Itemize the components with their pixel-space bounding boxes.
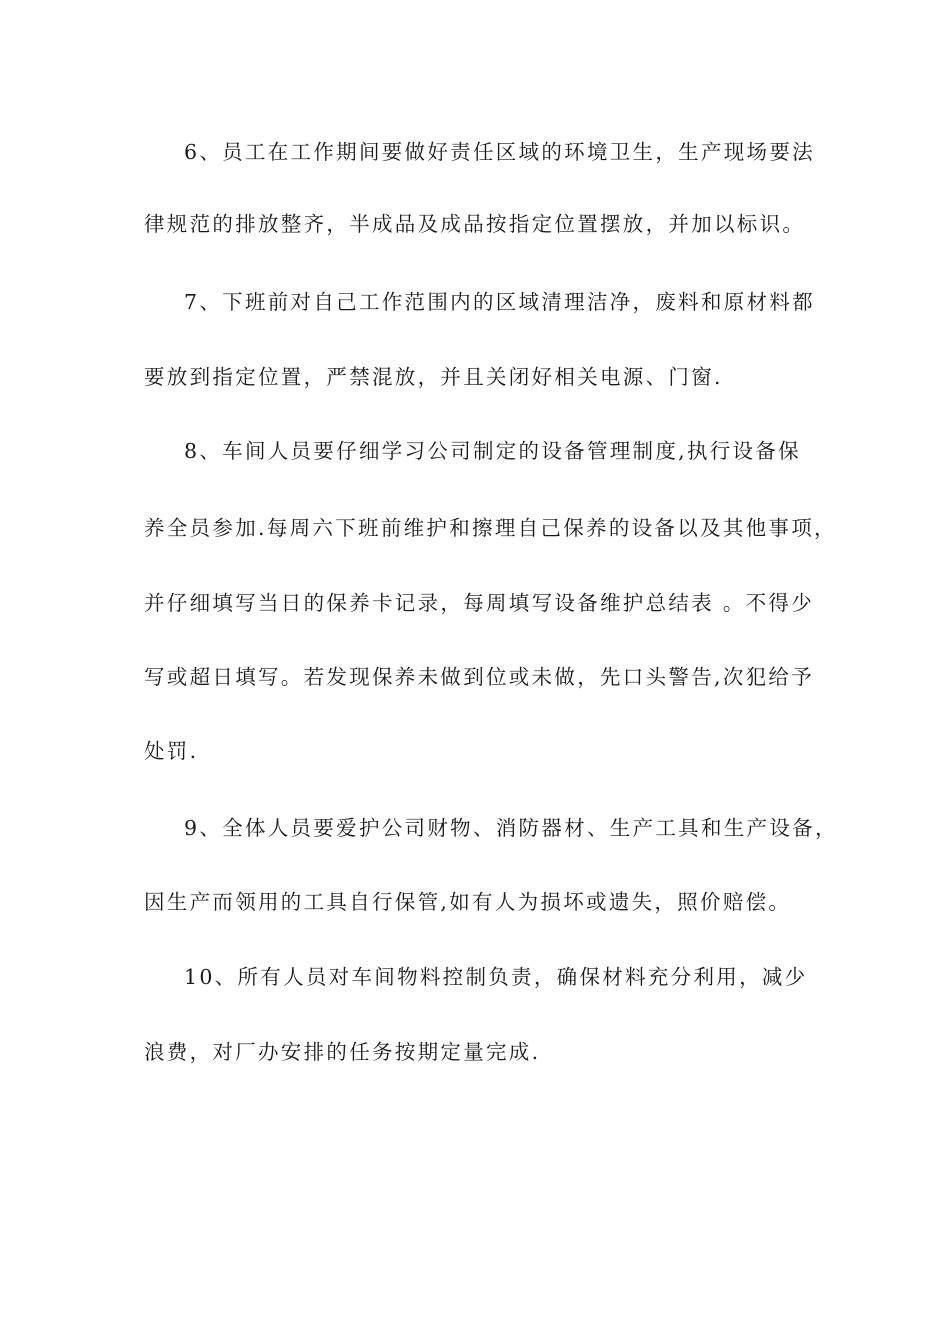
item-7-line-2: 要放到指定位置，严禁混放，并且关闭好相关电源、门窗. [144, 365, 723, 389]
item-6-line-1: 6、员工在工作期间要做好责任区域的环境卫生，生产现场要法 [184, 140, 815, 164]
item-6-line-2: 律规范的排放整齐，半成品及成品按指定位置摆放，并加以标识。 [144, 212, 806, 236]
item-8-line-3: 并仔细填写当日的保养卡记录，每周填写设备维护总结表 。不得少 [144, 591, 815, 615]
item-8-line-2: 养全员参加.每周六下班前维护和擦理自己保养的设备以及其他事项， [144, 516, 837, 540]
item-8-line-5: 处罚. [144, 739, 199, 763]
item-7-line-1: 7、下班前对自己工作范围内的区域清理洁净，废料和原材料都 [184, 290, 815, 314]
item-10-line-1: 10、所有人员对车间物料控制负责，确保材料充分利用，减少 [184, 965, 808, 989]
item-9-line-2: 因生产而领用的工具自行保管,如有人为损坏或遗失，照价赔偿。 [144, 890, 792, 914]
item-10-line-2: 浪费，对厂办安排的任务按期定量完成. [144, 1040, 541, 1064]
item-8-line-1: 8、车间人员要仔细学习公司制定的设备管理制度,执行设备保 [184, 439, 801, 463]
item-8-line-4: 写或超日填写。若发现保养未做到位或未做，先口头警告,次犯给予 [144, 665, 815, 689]
item-9-line-1: 9、全体人员要爱护公司财物、消防器材、生产工具和生产设备， [184, 816, 838, 840]
